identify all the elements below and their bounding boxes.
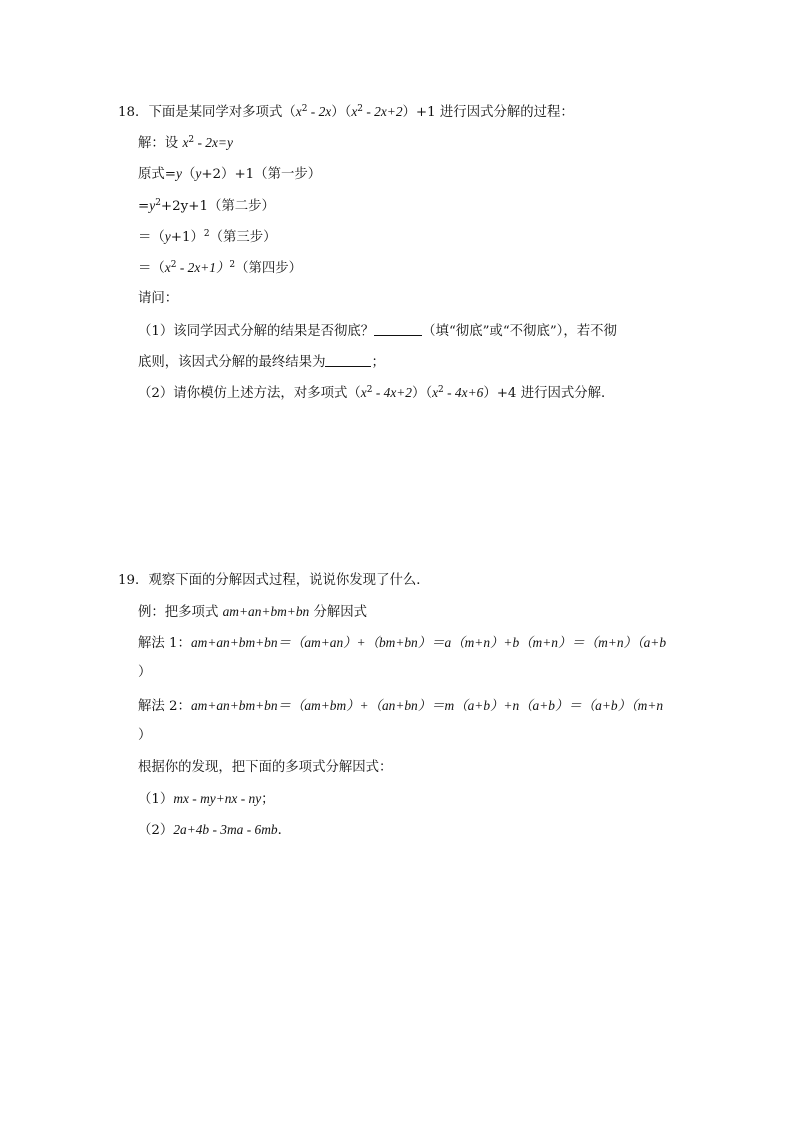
q19-stem: 19．观察下面的分解因式过程，说说你发现了什么．	[118, 573, 430, 588]
q19-method1-close: ）	[138, 665, 152, 680]
q19-method2-close: ）	[138, 728, 152, 743]
q19-example: 例：把多项式 am+an+bm+bn 分解因式	[138, 604, 368, 620]
q18-number: 18．	[118, 105, 149, 120]
q18-step1: 原式=y（y+2）+1（第一步）	[138, 166, 322, 182]
q18-ask: 请问：	[138, 291, 179, 306]
q18-part1-line1: （1）该同学因式分解的结果是否彻底？ （填“彻底”或“不彻底”），若不彻	[138, 321, 617, 341]
q19-item2: （2）2a+4b - 3ma - 6mb．	[138, 822, 291, 838]
q18-step3: $=(y+1)^2$（第三步）	[138, 229, 277, 245]
q19-instruction: 根据你的发现，把下面的多项式分解因式：	[138, 760, 393, 775]
answer-blank-1[interactable]	[374, 321, 422, 336]
q19-number: 19．	[118, 573, 149, 588]
q18-step2: $=y^2+2y+1$（第二步）	[138, 198, 275, 214]
q19-item1: （1）mx - my+nx - ny；	[138, 791, 275, 807]
q18-step4: $=(x^2 - 2x+1)^2$（第四步）	[138, 260, 303, 276]
q18-part1-line2: 底则，该因式分解的最终结果为 ；	[138, 352, 385, 372]
q18-stem: 18．下面是某同学对多项式$(x^2 - 2x)(x^2 - 2x+2)+1$ 进行因式分解的过程：	[118, 104, 574, 120]
q18-let: 解：设 $x^2 - 2x=y$	[138, 135, 233, 151]
q19-method1: 解法 1：am+an+bm+bn＝（am+an）+（bm+bn）＝a（m+n）+b（m+n）＝（m+n）（a+b	[138, 635, 667, 651]
answer-blank-2[interactable]	[325, 352, 371, 367]
q19-method2: 解法 2：am+an+bm+bn＝（am+bm）+（an+bn）＝m（a+b）+n（a+b）＝（a+b）（m+n	[138, 698, 664, 714]
q18-part2: （2）请你模仿上述方法，对多项式$(x^2 - 4x+2)(x^2 - 4x+6)+4$ 进行因式分解．	[138, 385, 615, 401]
